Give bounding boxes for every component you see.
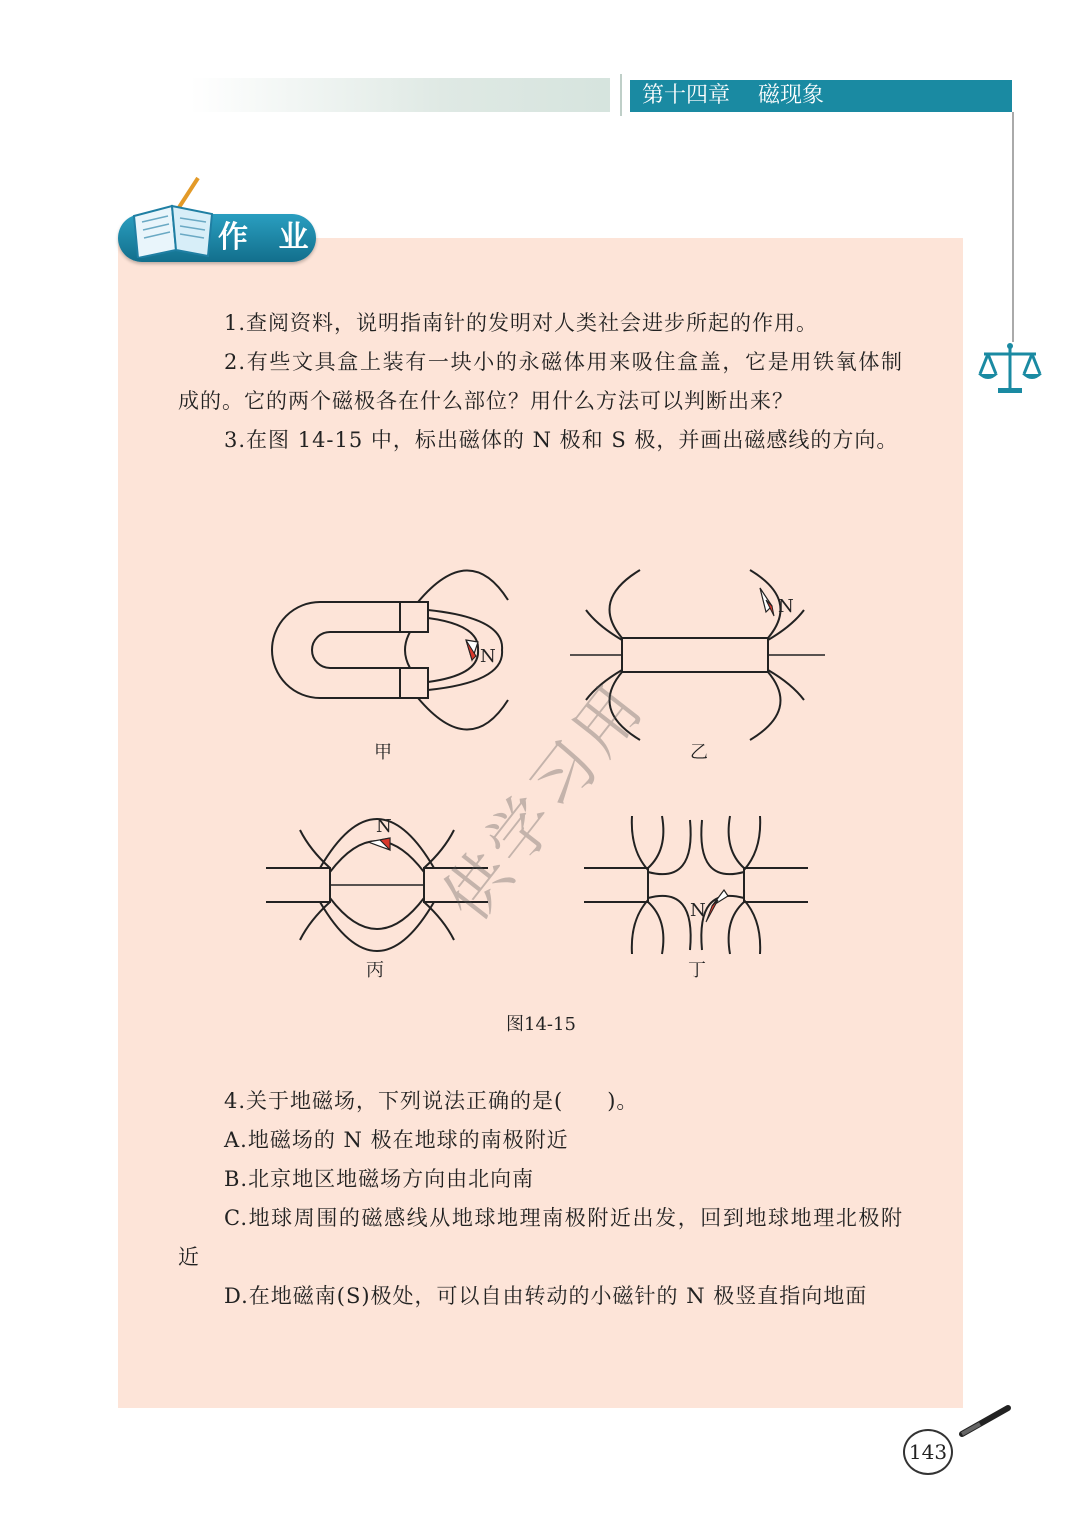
chapter-header bbox=[630, 80, 1012, 112]
option-c: C.地球周围的磁感线从地球地理南极附近出发，回到地球地理北极附近 bbox=[178, 1206, 903, 1269]
header-divider bbox=[620, 74, 622, 116]
needle-label-yi: N bbox=[778, 596, 794, 617]
question-4-block bbox=[178, 1082, 903, 1316]
watermark: 供学习用 bbox=[429, 668, 661, 935]
option-d: D.在地磁南(S)极处，可以自由转动的小磁针的 N 极竖直指向地面 bbox=[224, 1284, 868, 1308]
questions-1-3 bbox=[178, 304, 903, 460]
question-4: 4.关于地磁场，下列说法正确的是( )。 bbox=[224, 1089, 639, 1113]
label-jia: 甲 bbox=[374, 742, 392, 763]
needle-label-bing: N bbox=[376, 816, 392, 837]
header-gradient-strip bbox=[190, 78, 610, 112]
question-2: 2.有些文具盒上装有一块小的永磁体用来吸住盒盖，它是用铁氧体制成的。它的两个磁极各在什么部位？用什么方法可以判断出来？ bbox=[178, 350, 903, 413]
homework-title: 作 业 bbox=[218, 220, 319, 255]
label-yi: 乙 bbox=[690, 742, 708, 763]
diagram-jia bbox=[272, 570, 508, 729]
book-pencil-icon bbox=[128, 176, 220, 258]
option-b: B.北京地区地磁场方向由北向南 bbox=[224, 1167, 535, 1191]
needle-label-ding: N bbox=[690, 900, 706, 921]
label-ding: 丁 bbox=[688, 960, 706, 981]
diagram-ding bbox=[584, 816, 808, 954]
question-3: 3.在图 14-15 中，标出磁体的 N 极和 S 极，并画出磁感线的方向。 bbox=[224, 428, 899, 452]
side-rule bbox=[1012, 112, 1014, 342]
option-a: A.地磁场的 N 极在地球的南极附近 bbox=[224, 1128, 569, 1152]
balance-scale-icon bbox=[976, 338, 1044, 398]
magnifier-icon bbox=[940, 1400, 1020, 1450]
question-1: 1.查阅资料，说明指南针的发明对人类社会进步所起的作用。 bbox=[224, 311, 819, 335]
figure-caption: 图14-15 bbox=[506, 1014, 576, 1035]
chapter-title: 磁现象 bbox=[758, 83, 825, 108]
needle-label-jia: N bbox=[480, 646, 496, 667]
chapter-number: 第十四章 bbox=[642, 83, 731, 108]
label-bing: 丙 bbox=[366, 960, 384, 981]
page-number: 143 bbox=[903, 1429, 953, 1475]
